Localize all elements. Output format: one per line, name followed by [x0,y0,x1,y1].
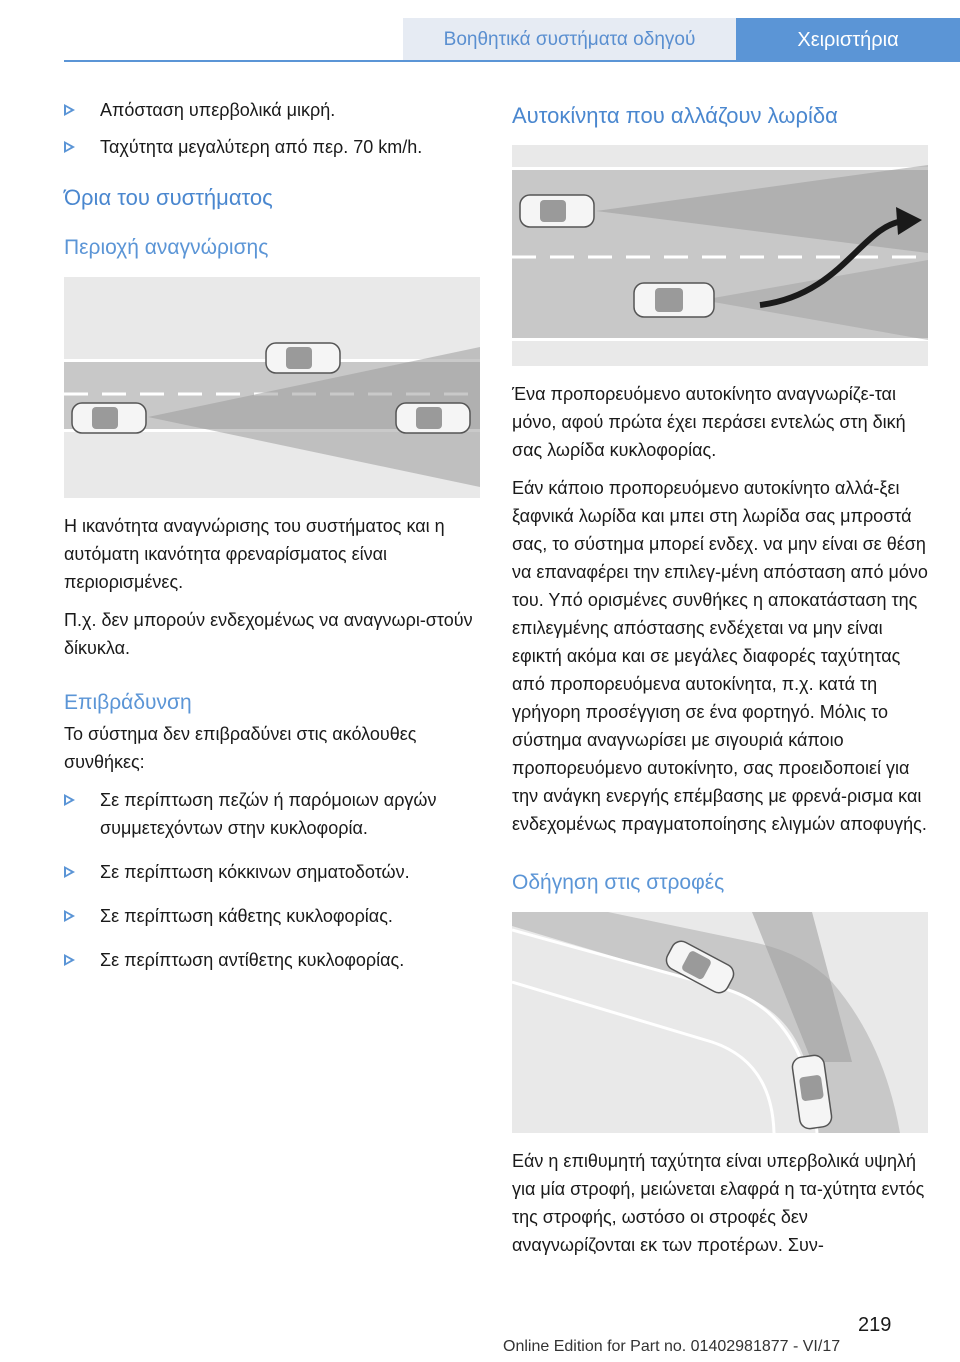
detection-range-illustration [64,277,480,498]
heading-system-limits: Όρια του συστήματος [64,185,273,210]
header-rule [64,60,960,62]
heading-driving-curves: Οδήγηση στις στροφές [512,871,725,894]
list-item: Ταχύτητα μεγαλύτερη από περ. 70 km/h. [64,133,480,161]
car-icon [634,283,714,317]
paragraph: Εάν κάποιο προπορευόμενο αυτοκίνητο αλλά‐ξει ξαφνικά λωρίδα και μπει στη λωρίδα σας μπροστά σας, το σύστημα μπορεί ενδεχ. να μην είναι σε θέση να επαναφέρει την επιλεγ‐μένη απόσταση από μόνο του. Υπό ορισμένες συνθήκες η αποκατάσταση της επιλεγμένης απόστασης ενδέχεται να μην είναι εφικτή ακόμα και σε μεγάλες διαφορές ταχύτητας από προπορευόμενα αυτοκίνητα, π.χ. κατά τη γρήγορη προσέγγιση σε ένα φορτηγό. Μόλις το σύστημα αναγνωρίσει με σιγουριά κάποιο προπορευόμενο αυτοκίνητο, σας προειδοποιεί για την ανάγκη ενεργής επέμβασης με φρενά‐ρισμα και ενδεχομένως πραγματοποίησης ελιγμών αποφυγής. [512,478,928,834]
bullet-triangle-icon [64,910,75,922]
header-section-title: Βοηθητικά συστήματα οδηγού [403,18,736,62]
lane-change-illustration [512,145,928,366]
list-item: Σε περίπτωση κόκκινων σηματοδοτών. [64,858,480,886]
curve-driving-illustration [512,912,928,1133]
paragraph: Το σύστημα δεν επιβραδύνει στις ακόλουθες συνθήκες: [64,724,417,772]
list-item: Σε περίπτωση κάθετης κυκλοφορίας. [64,902,480,930]
bullet-triangle-icon [64,141,75,153]
car-icon [266,343,340,373]
page-number: 219 [858,1314,892,1336]
list-item: Απόσταση υπερβολικά μικρή. [64,96,480,124]
right-column [512,101,928,1269]
car-icon [520,195,594,227]
heading-detection-range: Περιοχή αναγνώρισης [64,236,269,259]
edition-note: Online Edition for Part no. 01402981877 - VI/17 [503,1338,841,1355]
car-icon [396,403,470,433]
paragraph: Η ικανότητα αναγνώρισης του συστήματος και η αυτόματη ικανότητα φρεναρίσματος είναι περιορισμένες. [64,516,445,592]
paragraph: Εάν η επιθυμητή ταχύτητα είναι υπερβολικά υψηλή για μία στροφή, μειώνεται ελαφρά η τα‐χύτητα εντός της στροφής, ωστόσο οι στροφές δεν αναγνωρίζονται εκ των προτέρων. Συν‐ [512,1151,925,1255]
heading-lane-change: Αυτοκίνητα που αλλάζουν λωρίδα [512,103,838,128]
car-icon [72,403,146,433]
page-header [0,0,960,62]
paragraph: Π.χ. δεν μπορούν ενδεχομένως να αναγνωρι‐στούν δίκυκλα. [64,610,473,658]
list-item: Σε περίπτωση αντίθετης κυκλοφορίας. [64,946,480,974]
header-chapter-title: Χειριστήρια [736,18,960,62]
bullet-triangle-icon [64,794,75,806]
bullet-triangle-icon [64,104,75,116]
paragraph: Ένα προπορευόμενο αυτοκίνητο αναγνωρίζε‐ται μόνο, αφού πρώτα έχει περάσει εντελώς στη δική σας λωρίδα κυκλοφορίας. [512,384,906,460]
heading-deceleration: Επιβράδυνση [64,691,192,714]
left-column [64,96,480,983]
list-item: Σε περίπτωση πεζών ή παρόμοιων αργών συμμετεχόντων στην κυκλοφορία. [64,786,480,842]
bullet-triangle-icon [64,954,75,966]
bullet-triangle-icon [64,866,75,878]
